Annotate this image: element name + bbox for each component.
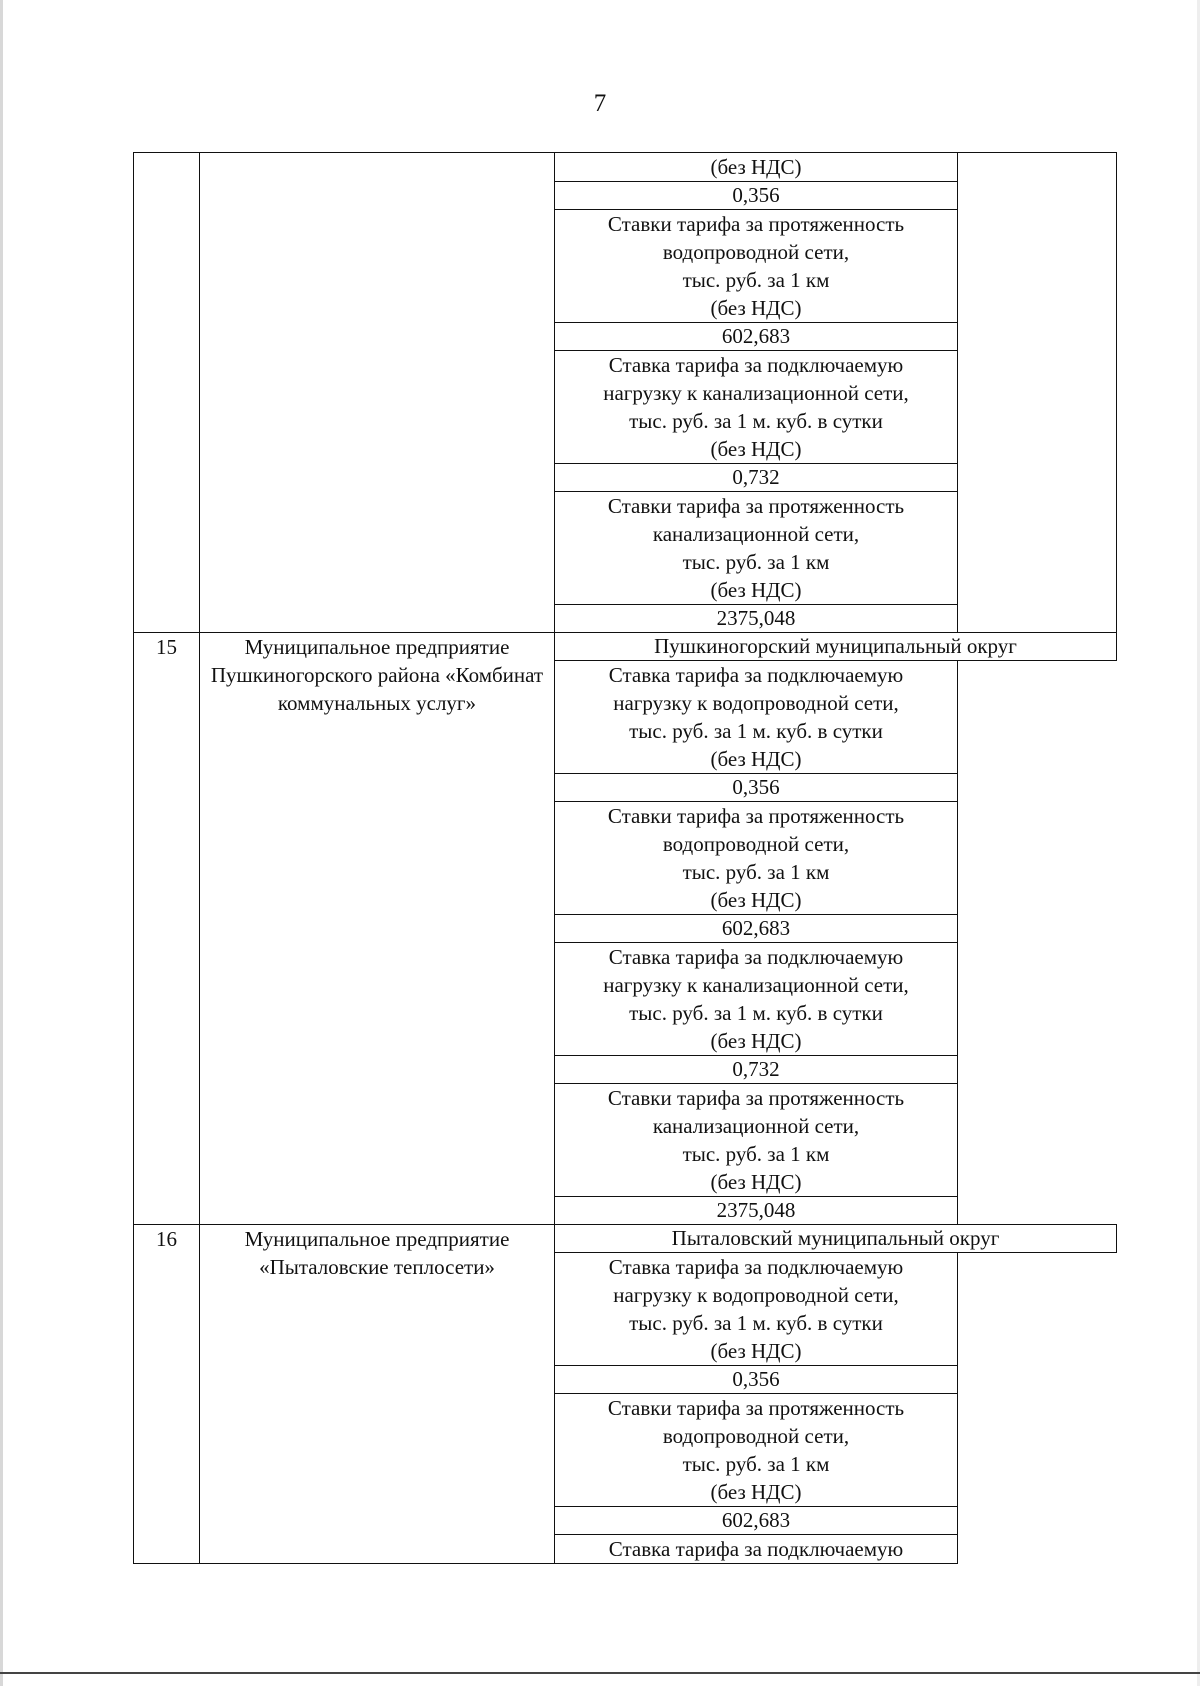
tariff-description-cell bbox=[555, 153, 958, 182]
table-row bbox=[134, 1225, 1117, 1253]
description-line: (без НДС) bbox=[710, 578, 802, 602]
description-line: Ставка тарифа за подключаемую bbox=[608, 353, 904, 377]
description-line: (без НДС) bbox=[710, 437, 802, 461]
description-line: (без НДС) bbox=[710, 1029, 802, 1053]
description-line: нагрузку к водопроводной сети, bbox=[613, 691, 899, 715]
description-line: (без НДС) bbox=[710, 296, 802, 320]
tariff-value-cell: 602,683 bbox=[555, 1507, 958, 1535]
scan-left-edge bbox=[0, 0, 3, 1686]
description-line: нагрузку к канализационной сети, bbox=[603, 381, 909, 405]
description-line: канализационной сети, bbox=[652, 1114, 860, 1138]
description-line: Ставка тарифа за подключаемую bbox=[608, 1255, 904, 1279]
description-line: тыс. руб. за 1 м. куб. в сутки bbox=[629, 1001, 883, 1025]
tariff-value-cell: 0,356 bbox=[555, 774, 958, 802]
tariff-description-cell bbox=[555, 661, 958, 774]
description-line: (без НДС) bbox=[710, 1170, 802, 1194]
description-line: (без НДС) bbox=[710, 1339, 802, 1363]
description-line: Ставки тарифа за протяженность bbox=[607, 804, 905, 828]
description-line: (без НДС) bbox=[710, 888, 802, 912]
row-number-cell bbox=[134, 153, 200, 633]
description-line: нагрузку к канализационной сети, bbox=[603, 973, 909, 997]
tariff-description-cell bbox=[555, 1535, 958, 1564]
region-cell: Пушкиногорский муниципальный округ bbox=[555, 633, 1117, 661]
tariff-description-cell bbox=[555, 492, 958, 605]
row-number-cell: 15 bbox=[134, 633, 200, 1225]
tariff-description-cell bbox=[555, 943, 958, 1056]
description-line: тыс. руб. за 1 м. куб. в сутки bbox=[629, 719, 883, 743]
tariff-table bbox=[133, 152, 1117, 1564]
table-row bbox=[134, 633, 1117, 661]
tariff-value-cell: 602,683 bbox=[555, 915, 958, 943]
tariff-value-cell: 0,732 bbox=[555, 1056, 958, 1084]
description-line: тыс. руб. за 1 км bbox=[682, 1452, 830, 1476]
tariff-description-cell bbox=[555, 351, 958, 464]
validity-period-cell bbox=[958, 153, 1117, 633]
organization-cell bbox=[200, 153, 555, 633]
description-line: Ставки тарифа за протяженность bbox=[607, 494, 905, 518]
row-number-cell: 16 bbox=[134, 1225, 200, 1564]
description-line: тыс. руб. за 1 км bbox=[682, 1142, 830, 1166]
description-line: тыс. руб. за 1 км bbox=[682, 860, 830, 884]
tariff-description-cell bbox=[555, 1253, 958, 1366]
description-line: (без НДС) bbox=[710, 747, 802, 771]
description-line: водопроводной сети, bbox=[662, 832, 850, 856]
tariff-value-cell: 0,356 bbox=[555, 1366, 958, 1394]
tariff-table-body bbox=[134, 153, 1117, 1564]
description-line: тыс. руб. за 1 км bbox=[682, 268, 830, 292]
description-line: тыс. руб. за 1 м. куб. в сутки bbox=[629, 409, 883, 433]
description-line: (без НДС) bbox=[710, 1480, 802, 1504]
description-line: (без НДС) bbox=[710, 155, 802, 179]
tariff-value-cell: 2375,048 bbox=[555, 605, 958, 633]
description-line: водопроводной сети, bbox=[662, 1424, 850, 1448]
description-line: Ставка тарифа за подключаемую bbox=[608, 1537, 904, 1561]
page-number: 7 bbox=[593, 90, 607, 117]
scan-bottom-edge bbox=[0, 1672, 1200, 1674]
region-cell: Пыталовский муниципальный округ bbox=[555, 1225, 1117, 1253]
description-line: Ставки тарифа за протяженность bbox=[607, 1086, 905, 1110]
description-line: водопроводной сети, bbox=[662, 240, 850, 264]
description-line: канализационной сети, bbox=[652, 522, 860, 546]
tariff-value-cell: 0,732 bbox=[555, 464, 958, 492]
tariff-description-cell bbox=[555, 210, 958, 323]
organization-cell: Муниципальное предприятие Пушкиногорского района «Комбинат коммунальных услуг» bbox=[200, 633, 555, 1225]
description-line: тыс. руб. за 1 м. куб. в сутки bbox=[629, 1311, 883, 1335]
tariff-description-cell bbox=[555, 1084, 958, 1197]
organization-cell: Муниципальное предприятие «Пыталовские теплосети» bbox=[200, 1225, 555, 1564]
tariff-description-cell bbox=[555, 1394, 958, 1507]
table-row bbox=[134, 153, 1117, 182]
description-line: Ставки тарифа за протяженность bbox=[607, 212, 905, 236]
tariff-description-cell bbox=[555, 802, 958, 915]
description-line: тыс. руб. за 1 км bbox=[682, 550, 830, 574]
description-line: нагрузку к водопроводной сети, bbox=[613, 1283, 899, 1307]
tariff-value-cell: 602,683 bbox=[555, 323, 958, 351]
description-line: Ставки тарифа за протяженность bbox=[607, 1396, 905, 1420]
description-line: Ставка тарифа за подключаемую bbox=[608, 663, 904, 687]
tariff-value-cell: 2375,048 bbox=[555, 1197, 958, 1225]
tariff-value-cell: 0,356 bbox=[555, 182, 958, 210]
description-line: Ставка тарифа за подключаемую bbox=[608, 945, 904, 969]
